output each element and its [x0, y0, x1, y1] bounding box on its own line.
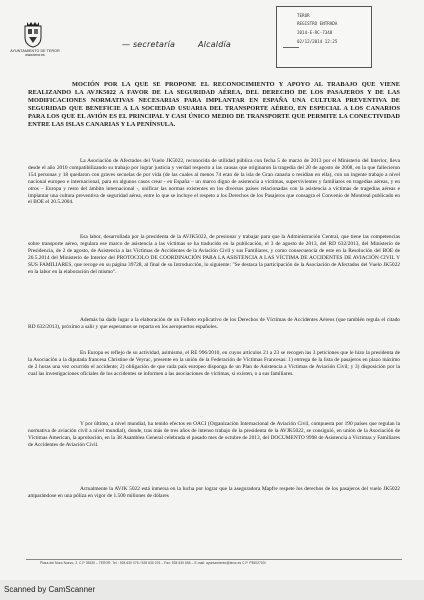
paragraph-text: La Asociación de Afectados del Vuelo JK5022, reconocida de utilidad pública con fecha 5 de marzo de 2013 por el Ministerio del Interior, lleva desde el año 2010 compatibilizando su trabajo por lograr justicia y verdad respecto a las causas que originaron la tragedia del 20 de agosto de 2008, en la que fallecieron 154 personas y 18 quedaron con graves secuelas de por vida (de las cuales al menos 74 eran de la isla de Gran canaria o residían en ella), con un ingente trabajo a nivel nacional europeo e internacional, para en algunos casos crear - en España – un marco digno de asistencia a víctimas, supervivientes y familiares en tragedias aéreas, y en otros – Europa y resto del ámbito internacional -, unificar las normas existentes en los diversos países relacionadas con la asistencia a víctimas de tragedias aéreas e implantar una cultura preventiva de seguridad aérea, entre lo que se incluye el respeto a los Derechos de los Pasajeros que consagra el Convenio de Montreal publicado en el BOE el 20.5.2004. — [28, 158, 400, 206]
town-name: AYUNTAMIENTO DE TEROR — [10, 49, 60, 53]
stamp-date: 02/12/2014 12:25 — [297, 39, 338, 44]
coat-of-arms-icon — [22, 20, 44, 48]
handwritten-note-alcaldia: Alcaldía — [198, 40, 232, 49]
paragraph-4 — [28, 350, 400, 378]
stamp-town: TEROR — [297, 13, 310, 18]
town-website: www.teror.es — [25, 53, 45, 57]
handwritten-note-secretaria: — secretaría — [122, 40, 176, 49]
registry-stamp — [276, 6, 372, 68]
paragraph-text: Y por último, a nivel mundial, ha tenido efectos en OACI (Organización Internacional de Aviación Civil, compuesta por 190 países que regulan la normativa de aviación civil a nivel mundial), donde, tras más de tres años de intenso trabajo de la presidenta de la AVJK5022, se consiguió, en unión de la Asociación de Víctimas American, la aprobación, en la 38 Asamblea General celebrada el pasado mes de octubre de 2013, del DOCUMENTO 9998 de Asistencia a Víctimas y Familiares de Accidentes de Aviación Civil. — [28, 421, 400, 448]
motion-title — [28, 81, 400, 129]
footer-divider — [26, 559, 402, 560]
paragraph-text: Actualmente la AVJK 5022 está inmersa en la lucha por lograr que la aseguradora Mapfre respete los derechos de los pasajeros del vuelo JK5022 amparándose en una póliza en vigor de 1.500 millones de dólares — [28, 486, 400, 499]
paragraph-5 — [28, 421, 400, 449]
scanner-watermark: Scanned by CamScanner — [4, 585, 96, 594]
paragraph-1 — [28, 158, 400, 206]
stamp-mark — [283, 47, 299, 60]
stamp-registry: REGISTRO ENTRADA — [297, 21, 338, 26]
stamp-entry-number: 2014-E-RC-7348 — [297, 30, 333, 35]
paragraph-6 — [28, 486, 400, 500]
paragraph-text: Esa labor, desarrollada por la presidenta de la AVJK5022, de presionar y trabajar para que la Administración Central, que tiene las competencias sobre transporte aéreo, regulara ese marco de asistencia a las víctimas se ha traducido en la publicación, el 3 de agosto de 2013, del RD 632/2013, del Ministerio de Presidencia, de 2 de agosto, de Asistencia a las Víctimas de Accidentes de la Aviación Civil y sus Familiares, y como consecuencia de este en la Resolución del BOE de 26.5.2014 del Ministerio de Interior del PROTOCOLO DE COORDINACIÓN PARA LA ASISTENCIA A LAS VÍCTIMA DE ACCIDENTES DE AVIACIÓN CIVIL Y SUS FAMILIARES, que recoge en su página 39728, al final de su Introducción, lo siguiente: "Se destaca la participación de la Asociación de Afectados del Vuelo JK5022 en la labor en la elaboración del mismo". — [28, 234, 400, 275]
paragraph-text: Además ha dado lugar a la elaboración de un Folleto explicativo de los Derechos de Víctimas de Accidentes Aéreos (que también regula el citado RD 632/2013), próximo a salir y que esperamos se reparta en los aeropuertos españoles. — [28, 317, 400, 330]
paragraph-2 — [28, 234, 400, 275]
footer-address: Plaza del Muro Nuevo, 2. C.P 35330 – TEROR. Tel.: 928 630 075 / 928 630 076 – Fax: 928 630 655 – E-mail: ayuntamiento@teror.es C.P. P3502700I — [40, 561, 266, 565]
paragraph-text: En Europa es reflejo de su actividad, asimismo, el RE 996/2010, en cuyos artículos 21 a 23 se recogen las 3 peticiones que le hizo la presidenta de la Asociación a la diputada francesa Christine de Veyrac, presente en la unión de la Federación de Víctimas Francesas: 1) entrega de la lista de pasajeros en plazo máximo de 2 horas una vez ocurrido el accidente; 2) obligación de que cada país europeo disponga de un Plan de Asistencia a Víctimas de Aviación Civil; y 3) disposición por la cual las investigaciones oficiales de los accidentes se informen a las asociaciones de víctimas, si existen, o a sus familiares. — [28, 350, 400, 377]
motion-title-text: MOCIÓN POR LA QUE SE PROPONE EL RECONOCIMIENTO Y APOYO AL TRABAJO QUE VIENE REALIZANDO LA AVJK5022 A FAVOR DE LA SEGURIDAD AÉREA, DEL DERECHO DE LOS PASAJEROS Y DE LAS MODIFICACIONES NORMATIVAS NECESARIAS PARA IMPLANTAR EN ESPAÑA UNA CULTURA PREVENTIVA DE SEGURIDAD QUE BENEFICIE A LA SOCIEDAD USUARIA DEL TRANSPORTE AÉREO, EN ESPECIAL A LOS CANARIOS PARA LOS QUE EL AVIÓN ES EL PRINCIPAL Y CASI ÚNICO MEDIO DE TRANSPORTE QUE PERMITE LA CONECTIVIDAD ENTRE LAS ISLAS CANARIAS Y LA PENÍNSULA. — [28, 81, 400, 128]
paragraph-3 — [28, 317, 400, 331]
